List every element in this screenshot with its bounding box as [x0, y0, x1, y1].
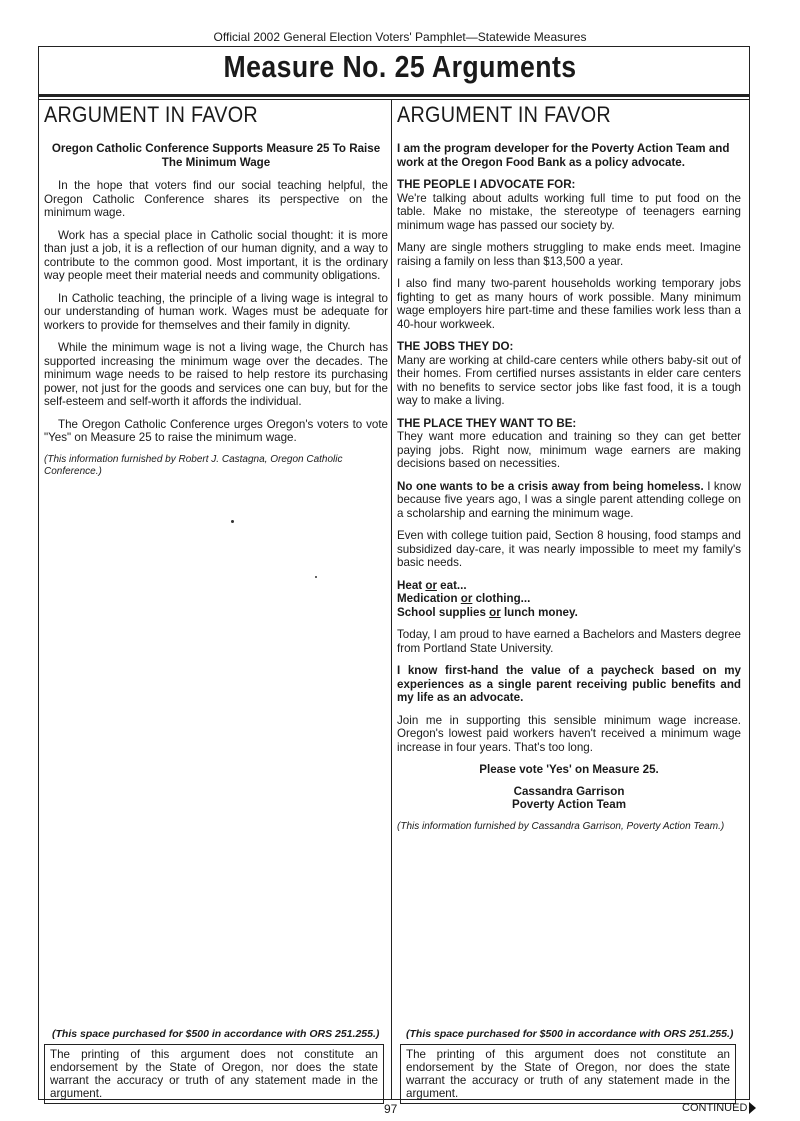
right-paragraph: Many are working at child-care centers while others baby-sit out of their homes. From certified nurses assistants in elder care centers with no benefits to service sector jobs like fast food, it is a tough way to make a living.: [397, 353, 741, 407]
right-text: I know because five years ago, I was a single parent attending college on a scholarship and earning the minimum wage.: [397, 479, 741, 520]
right-closing: Please vote 'Yes' on Measure 25.: [479, 763, 659, 776]
right-signature: [397, 785, 741, 812]
right-paragraph: Today, I am proud to have earned a Bachelors and Masters degree from Portland State University.: [397, 628, 741, 655]
running-head: Official 2002 General Election Voters' Pamphlet—Statewide Measures: [213, 30, 587, 44]
choice-line: School supplies or lunch money.: [397, 605, 578, 619]
left-paid-notice: (This space purchased for $500 in accordance with ORS 251.255.): [52, 1028, 380, 1040]
choice-line: Medication or clothing...: [397, 592, 531, 605]
left-argument-heading: ARGUMENT IN FAVOR: [44, 102, 258, 127]
right-subheading: THE JOBS THEY DO:: [397, 340, 514, 353]
continued-marker: [682, 1102, 756, 1114]
right-paragraph: Many are single mothers struggling to make ends meet. Imagine raising a family on less than $13,500 a year.: [397, 241, 741, 268]
left-credit: (This information furnished by Robert J. Castagna, Oregon Catholic Conference.): [44, 453, 343, 477]
scan-speck: [231, 520, 234, 523]
right-paragraph: They want more education and training so they can get better paying jobs. Right now, minimum wage earners are making decisions based on necessities.: [397, 430, 741, 470]
right-choices: [397, 579, 741, 620]
title-rule-thick: [38, 94, 750, 97]
left-paragraph: While the minimum wage is not a living wage, the Church has supported increasing the minimum wage over the decades. The minimum wage needs to be raised to help restore its purchasing power, not just for the goods and services one can buy, but for the self-esteem and self-worth it affords the individual.: [44, 341, 388, 408]
page-title: Measure No. 25 Arguments: [223, 49, 577, 84]
signer-org: Poverty Action Team: [511, 798, 627, 811]
right-paragraph: [397, 480, 741, 521]
left-paragraph: Work has a special place in Catholic social thought: it is more than just a job, it is a reflection of our human dignity, and a way to contribute to the common good. Most important, it is the ordinary way people meet their material needs and community obligations.: [44, 228, 388, 282]
left-paragraph: In the hope that voters find our social teaching helpful, the Oregon Catholic Conference shares its perspective on the minimum wage.: [44, 179, 388, 219]
right-emphasis: No one wants to be a crisis away from being homeless.: [397, 479, 704, 493]
left-lead-title: Oregon Catholic Conference Supports Measure 25 To Raise The Minimum Wage: [51, 142, 381, 169]
right-subheading: THE PEOPLE I ADVOCATE FOR:: [397, 178, 576, 191]
continued-label: CONTINUED: [682, 1102, 748, 1114]
right-paragraph: I also find many two-parent households working temporary jobs fighting to get as many hours of work possible. Many minimum wage employers hire part-time and these families work less than a 40-hour workweek.: [397, 277, 741, 331]
right-argument-heading: ARGUMENT IN FAVOR: [397, 102, 611, 127]
choice-line: Heat or eat...: [397, 578, 467, 592]
right-intro: I am the program developer for the Poverty Action Team and work at the Oregon Food Bank as a policy advocate.: [397, 142, 730, 169]
scan-speck: [315, 576, 317, 578]
right-argument: [397, 100, 741, 842]
right-disclaimer: The printing of this argument does not constitute an endorsement by the State of Oregon, nor does the state warrant the accuracy or truth of any statement made in the argument.: [400, 1044, 736, 1104]
left-argument: [44, 100, 388, 487]
page-number: 97: [384, 1102, 398, 1116]
right-paragraph: Join me in supporting this sensible minimum wage increase. Oregon's lowest paid workers haven't received a minimum wage increase in four years. That's too long.: [397, 713, 741, 754]
right-paragraph: We're talking about adults working full time to put food on the table. Make no mistake, the stereotype of teenagers earning minimum wage has passed our society by.: [397, 191, 741, 232]
arrow-right-icon: [749, 1102, 756, 1114]
right-paragraph: Even with college tuition paid, Section 8 housing, food stamps and subsidized day-care, it was nearly impossible to meet my family's basic needs.: [397, 529, 741, 569]
right-credit: (This information furnished by Cassandra Garrison, Poverty Action Team.): [397, 820, 725, 832]
left-paragraph: The Oregon Catholic Conference urges Oregon's voters to vote "Yes" on Measure 25 to raise the minimum wage.: [44, 417, 388, 444]
left-paragraph: In Catholic teaching, the principle of a living wage is integral to our understanding of human work. Wages must be adequate for workers to provide for themselves and their family in dignity.: [44, 291, 388, 332]
right-paragraph: I know first-hand the value of a paycheck based on my experiences as a single parent receiving public benefits and my life as an advocate.: [397, 664, 741, 704]
right-subheading: THE PLACE THEY WANT TO BE:: [397, 416, 577, 430]
left-disclaimer: The printing of this argument does not constitute an endorsement by the State of Oregon, nor does the state warrant the accuracy or truth of any statement made in the argument.: [44, 1044, 384, 1104]
signer-name: Cassandra Garrison: [513, 784, 625, 798]
column-divider: [391, 99, 392, 1100]
right-paid-notice: (This space purchased for $500 in accordance with ORS 251.255.): [406, 1028, 734, 1040]
